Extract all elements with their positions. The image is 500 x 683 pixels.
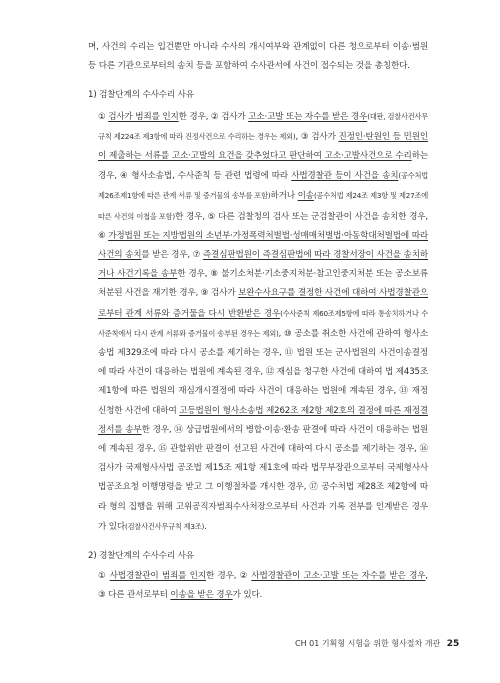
text-run: 한 경우, ② 검사가 (178, 111, 249, 122)
text-run: 한 경우, ⑧ 불기소처분·기소중지처분·참고인중지처분 또는 공소보류처분된 사건을 재기한 경우, ⑨ 검사가 (98, 269, 428, 299)
page-footer (295, 638, 460, 649)
citation-note: (공수처법 제24조 제3항 및 제27조에 따른 사건의 이첩을 포함) (98, 191, 428, 221)
text-run: 가 있다. (232, 590, 263, 601)
intro-paragraph: 며, 사건의 수리는 입건뿐만 아니라 수사의 개시여부와 관계없이 다른 청으로부터 이송·범원 등 다른 기관으로부터의 송치 등을 포함하여 수사관서에 사건이 접수되는 것을 총칭한다. (88, 42, 428, 72)
section-1-heading: 1) 검찰단계의 수사수리 사유 (88, 90, 194, 101)
underlined-phrase: 사법경찰관이 범죄를 인지 (109, 571, 206, 582)
underlined-phrase: 고소·고발 또는 자수를 받은 경우 (248, 111, 368, 122)
underlined-phrase: 사법경찰관이 고소·고발 또는 자수를 받은 경우 (251, 571, 426, 582)
underlined-phrase: 즉결심판법원이 즉결심판법에 따라 경찰서장이 사건을 송치하거나 사건기록을 송부 (98, 250, 428, 280)
text-run: 한 경우, ⑤ 다른 검찰청의 검사 또는 군검찰관이 사건을 송치한 경우, ⑥ (98, 211, 428, 241)
underlined-phrase: 사법경찰관 등이 사건을 송치 (291, 171, 399, 182)
text-run: , ⑩ 공소를 취소한 사건에 관하여 형사소송법 제329조에 따라 다시 공소를 제기하는 경우, ⑪ 법원 또는 군사법원의 사건이송결정에 따라 사건이 대응하는 법원에 계속된 경우, ⑫ 재심을 청구한 사건에 대하여 법 제435조 제1항에 따른 법원의 재심개시결정에 따라 사건이 대응하는 법원에 계속된 경우, ⑬ 재정신청한 사건에 대하여 (98, 328, 428, 416)
citation-note: (공수처법 제26조제1항에 따른 관계 서류 및 증거물의 송부를 포함) (98, 171, 428, 201)
section-1-paragraph (88, 107, 428, 537)
underlined-phrase: 이송 (297, 191, 314, 202)
citation-note: (대판, 검찰사건사무규칙 제224조 제3항에 따라 진정사건으로 수리하는 경우는 제외) (98, 111, 428, 141)
underlined-phrase: 검사가 범죄를 인지 (108, 111, 179, 122)
page-number: 25 (446, 639, 460, 649)
text-run: ① (98, 111, 109, 122)
text-run: , ③ 검사가 (295, 131, 339, 142)
text-run: ① (98, 571, 110, 582)
chapter-title: CH 01 기획형 시험을 위한 형사절차 개관 (295, 639, 441, 648)
underlined-phrase: 보완수사요구를 결정한 사건에 대하여 사법경찰관으로부터 관계 서류와 증거물을 다시 반환받은 경우 (98, 288, 428, 319)
citation-note: (수사준칙 제60조제5항에 따라 통송치하거나 수사준칙에서 다시 관계 서류와 증거물이 송부된 경우는 제외) (98, 308, 428, 338)
citation-note: (검찰사건사무규칙 제3조) (125, 521, 205, 531)
section-2-paragraph (88, 567, 428, 605)
text-run: 를 받은 경우, ⑦ (141, 250, 203, 261)
body-text (88, 38, 428, 606)
text-run: 하거나 (270, 191, 298, 202)
underlined-phrase: 이송을 받은 경우 (170, 590, 233, 601)
underlined-phrase: 가정법원 또는 지방법원의 소년부·가정폭력처벌법·성매매처벌법·아동학대처벌법에 따라 사건의 송치 (98, 230, 428, 261)
underlined-phrase: 진정인·탄원인 등 민원인이 제출하는 서류를 고소·고발의 요건을 갖추었다고 판단하여 고소·고발사건으로 수리 (98, 131, 429, 162)
section-2-heading: 2) 경찰단계의 수사수리 사유 (88, 551, 194, 562)
text-run: 한 경우, ② (205, 571, 252, 582)
text-run: 하는 경우, ④ 형사소송법, 수사준칙 등 관련 법령에 따라 (98, 151, 428, 182)
underlined-phrase: 고등법원이 형사소송법 제262조 제2항 제2호의 결정에 따른 재정결정서를 송부 (98, 405, 428, 435)
text-run: 한 경우, ⑭ 상급법원에서의 병합·이송·환송 판결에 따라 사건이 대응하는 법원에 계속된 경우, ⑮ 관할위반 판결이 선고된 사건에 대하여 다시 공소를 제기하는 경우, ⑯ 검사가 국제형사사법 공조법 제15조 제1항 제1호에 따라 법무부장관으로부터 국제형사사법공조요청 이행명령을 받고 그 이행절차를 개시한 경우, ⑰ 공수처법 제28조 제2항에 따라 형의 집행을 위해 고위공직자범죄수사처장으로부터 사건과 기록 전부를 인계받은 경우가 있다 (98, 424, 428, 532)
text-run: , ③ 다른 관서로부터 (98, 571, 428, 601)
text-run: . (204, 521, 207, 532)
